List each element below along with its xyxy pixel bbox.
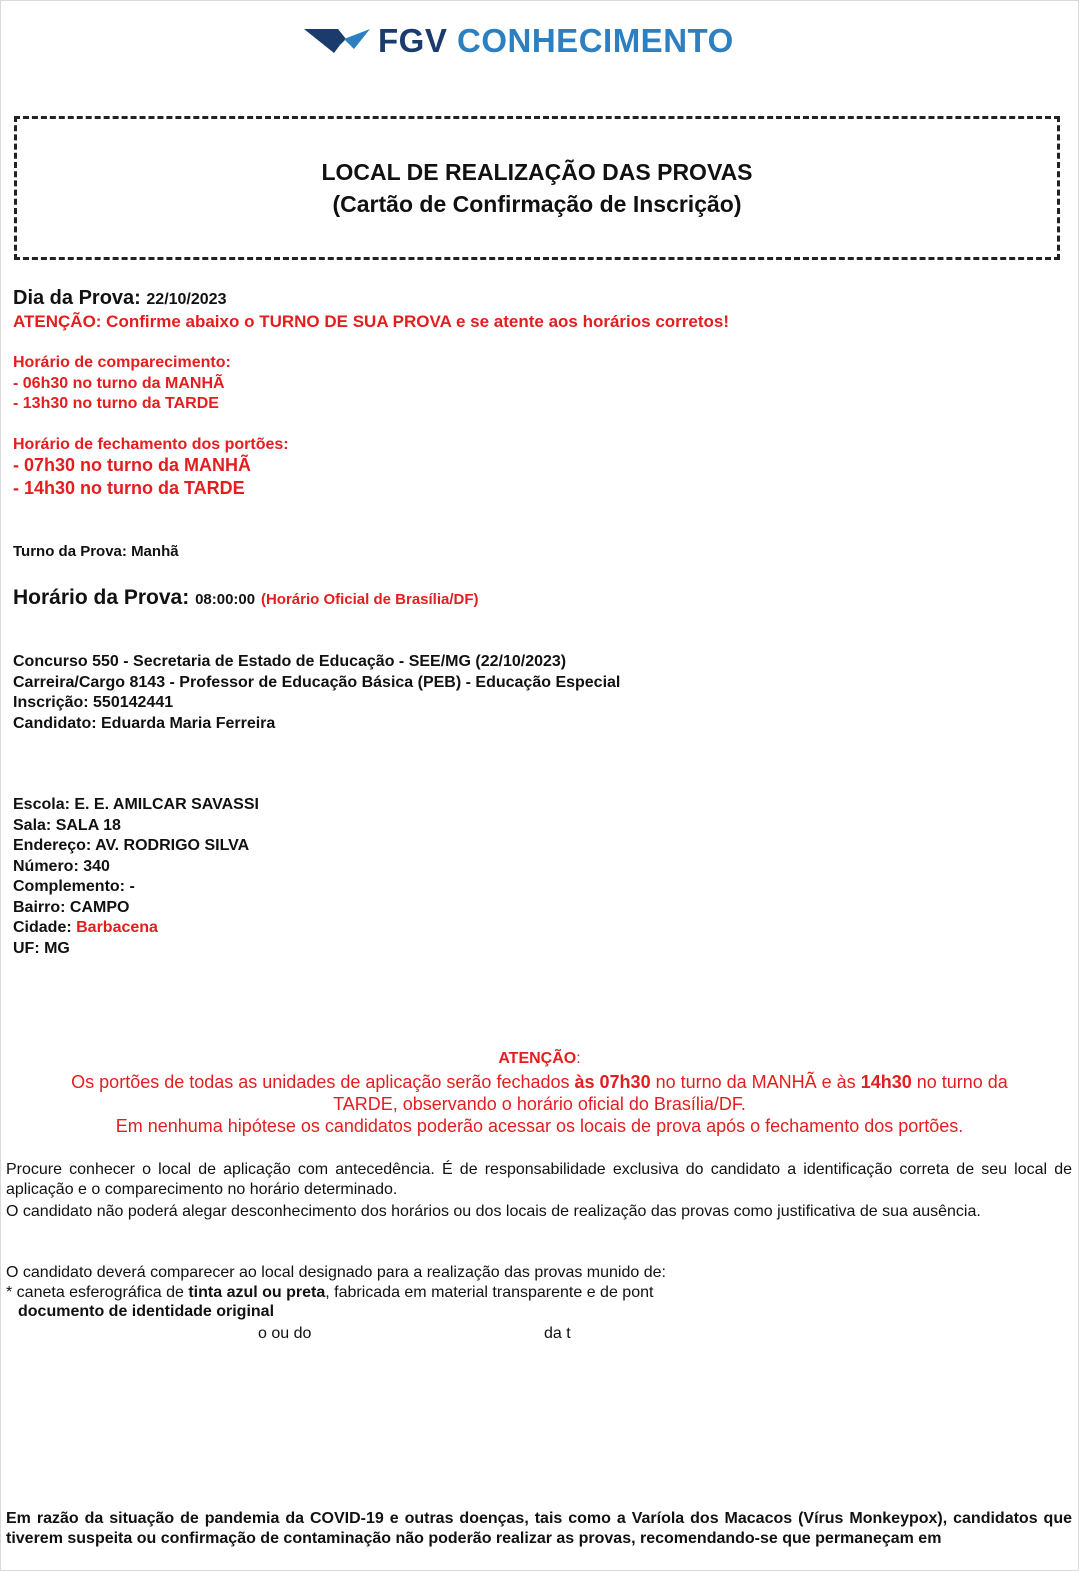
notice-line-1 [0, 1072, 1079, 1093]
registration-info: Inscrição: 550142441 [13, 694, 174, 711]
exam-time-label: Horário da Prova: [13, 586, 190, 609]
exam-day-value: 22/10/2023 [146, 291, 227, 308]
arrival-afternoon: - 13h30 no turno da TARDE [13, 395, 219, 412]
notice-text: no turno da [911, 1072, 1008, 1092]
logo-word-conhecimento: CONHECIMENTO [457, 22, 734, 59]
page-title: LOCAL DE REALIZAÇÃO DAS PROVAS [321, 159, 753, 185]
exam-day [13, 287, 226, 310]
fgv-logo [304, 20, 734, 62]
info-pen-text: * caneta esferográfica de [6, 1284, 189, 1301]
info-id-document: documento de identidade original [18, 1303, 275, 1320]
district: Bairro: CAMPO [13, 899, 130, 916]
arrival-morning: - 06h30 no turno da MANHÃ [13, 375, 225, 392]
header-box [14, 116, 1060, 260]
info-pen-color: tinta azul ou preta [188, 1284, 326, 1301]
address-number: Número: 340 [13, 858, 110, 875]
gate-closing-afternoon: - 14h30 no turno da TARDE [13, 478, 245, 498]
attention-shift: ATENÇÃO: Confirme abaixo o TURNO DE SUA PROVA e se atente aos horários corretos! [13, 312, 730, 331]
covid-notice: Em razão da situação de pandemia da COVID-19 e outras doenças, tais como a Varíola dos Macacos (Vírus Monkeypox), candidatos que tiverem suspeita ou confirmação de contaminação não poderão realizar as provas, recomendando-se que permaneçam em [6, 1510, 1072, 1547]
logo-text [378, 22, 734, 60]
exam-time-note: (Horário Oficial de Brasília/DF) [260, 591, 479, 608]
fgv-logo-icon [304, 27, 370, 55]
notice-heading-label: ATENÇÃO [498, 1050, 577, 1067]
gate-closing-morning: - 07h30 no turno da MANHÃ [13, 455, 252, 475]
gate-closing-title: Horário de fechamento dos portões: [13, 436, 289, 453]
school: Escola: E. E. AMILCAR SAVASSI [13, 796, 259, 813]
state: UF: MG [13, 940, 70, 957]
address: Endereço: AV. RODRIGO SILVA [13, 837, 250, 854]
arrival-title: Horário de comparecimento: [13, 354, 231, 371]
career-info: Carreira/Cargo 8143 - Professor de Educação Básica (PEB) - Educação Especial [13, 674, 621, 691]
info-paragraph-1: Procure conhecer o local de aplicação com antecedência. É de responsabilidade exclusiva do candidato a identificação correta de seu local de aplicação e o comparecimento no horário determinado. [6, 1161, 1072, 1198]
city [13, 919, 158, 937]
notice-line-2: TARDE, observando o horário oficial do Brasília/DF. [333, 1094, 746, 1114]
city-value: Barbacena [76, 919, 158, 936]
notice-heading-colon: : [576, 1050, 581, 1067]
info-pen-text: , fabricada em material transparente e de pont [325, 1284, 654, 1301]
city-label: Cidade: [13, 919, 72, 936]
notice-time-morning: às 07h30 [574, 1072, 651, 1092]
info-paragraph-3: O candidato deverá comparecer ao local designado para a realização das provas munido de: [6, 1264, 666, 1281]
exam-time-value: 08:00:00 [195, 591, 256, 608]
exam-shift: Turno da Prova: Manhã [13, 543, 179, 560]
notice-heading [0, 1050, 1079, 1068]
exam-day-label: Dia da Prova: [13, 287, 141, 309]
info-fragment-2: da t [544, 1325, 571, 1342]
page-subtitle: (Cartão de Confirmação de Inscrição) [332, 191, 742, 217]
logo-word-fgv: FGV [378, 22, 448, 59]
exam-time [13, 586, 479, 610]
room: Sala: SALA 18 [13, 817, 121, 834]
candidate-name: Candidato: Eduarda Maria Ferreira [13, 715, 276, 732]
notice-line-3: Em nenhuma hipótese os candidatos poderão acessar os locais de prova após o fechamento dos portões. [115, 1116, 964, 1136]
notice-text: no turno da MANHÃ e às [650, 1072, 861, 1092]
info-paragraph-4 [6, 1283, 1072, 1303]
notice-text: Os portões de todas as unidades de aplicação serão fechados [71, 1072, 575, 1092]
notice-time-afternoon: 14h30 [860, 1072, 912, 1092]
contest-info: Concurso 550 - Secretaria de Estado de Educação - SEE/MG (22/10/2023) [13, 653, 567, 670]
info-paragraph-2: O candidato não poderá alegar desconhecimento dos horários ou dos locais de realização das provas como justificativa de sua ausência. [6, 1203, 981, 1220]
info-fragment-1: o ou do [258, 1325, 312, 1342]
complement: Complemento: - [13, 878, 135, 895]
